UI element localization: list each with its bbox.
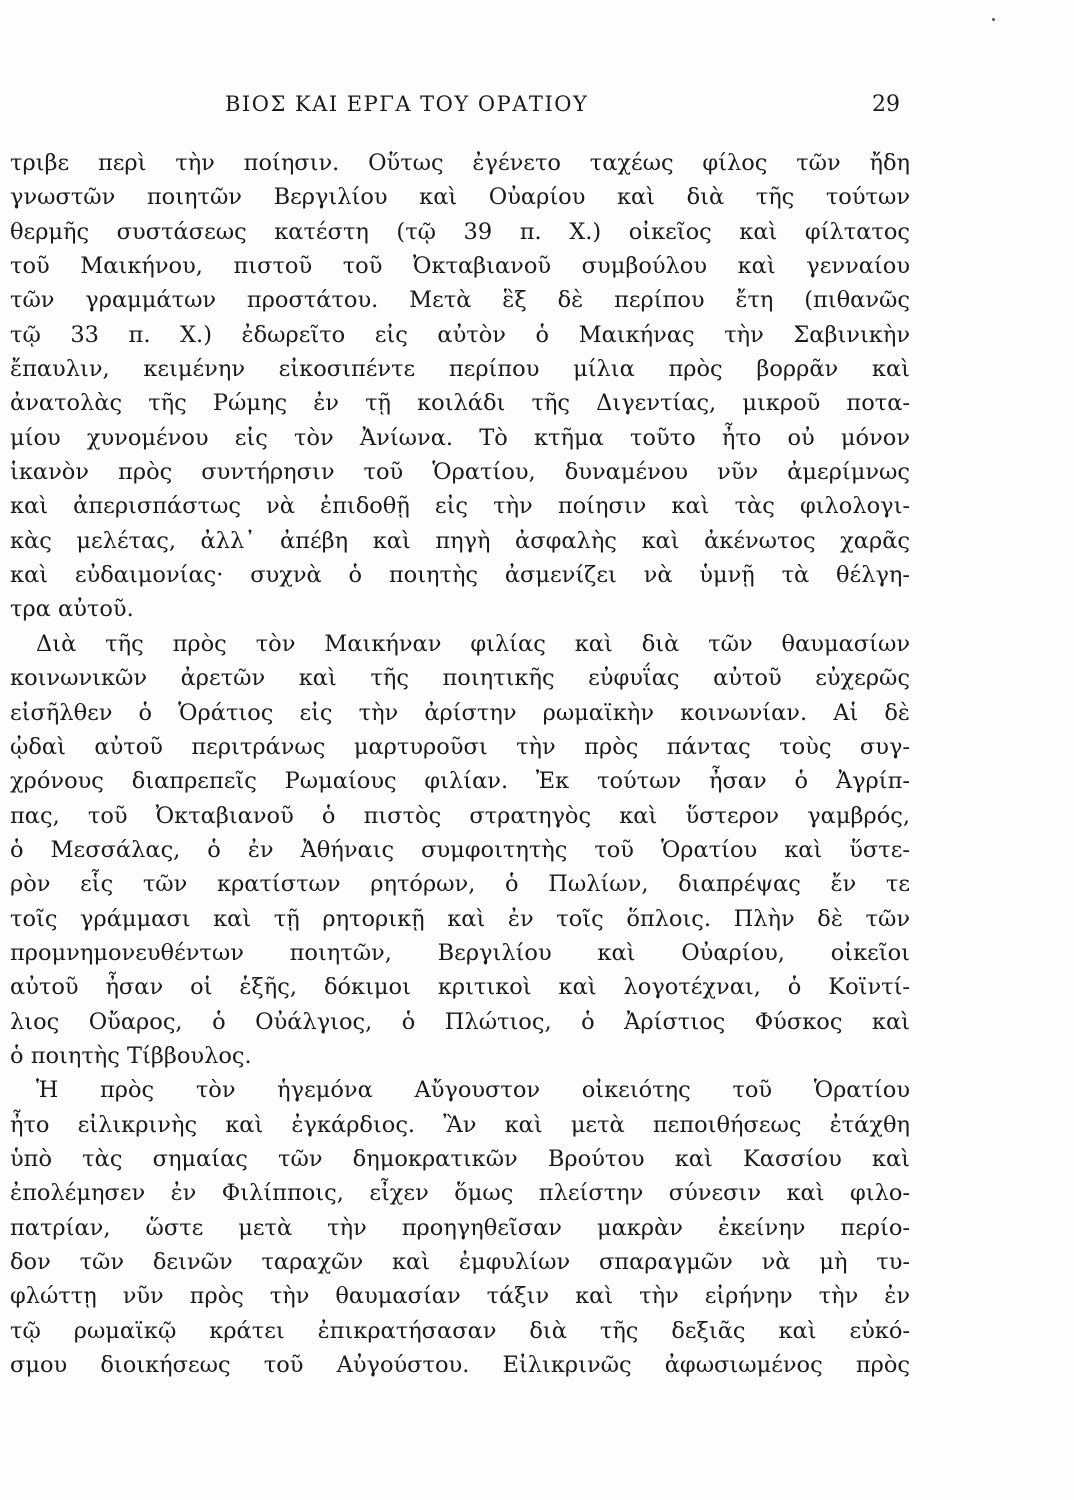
text-line: ᾠδαὶ αὐτοῦ περιτράνως μαρτυροῦσι τὴν πρὸς πάντας τοὺς συγ- <box>10 733 910 760</box>
text-line: τοῖς γράμμασι καὶ τῇ ρητορικῇ καὶ ἐν τοῖς ὅπλοις. Πλὴν δὲ τῶν <box>10 905 910 932</box>
text-line: χρόνους διαπρεπεῖς Ρωμαίους φιλίαν. Ἐκ τούτων ἦσαν ὁ Ἀγρίπ- <box>10 768 910 795</box>
text-line: λιος Οὔαρος, ὁ Οὐάλγιος, ὁ Πλώτιος, ὁ Ἀρίστιος Φύσκος καὶ <box>10 1008 910 1035</box>
text-line: πατρίαν, ὥστε μετὰ τὴν προηγηθεῖσαν μακρὰν ἐκείνην περίο- <box>10 1214 910 1241</box>
text-line: ἦτο εἰλικρινὴς καὶ ἐγκάρδιος. Ἂν καὶ μετὰ πεποιθήσεως ἐτάχθη <box>10 1111 910 1138</box>
text-line: κὰς μελέτας, ἀλλ᾽ ἀπέβη καὶ πηγὴ ἀσφαλὴς καὶ ἀκένωτος χαρᾶς <box>10 527 910 554</box>
text-line: ἀνατολὰς τῆς Ρώμης ἐν τῇ κοιλάδι τῆς Διγεντίας, μικροῦ ποτα- <box>10 390 910 417</box>
page-number: 29 <box>872 92 900 117</box>
text-line: ρὸν εἷς τῶν κρατίστων ρητόρων, ὁ Πωλίων, διαπρέψας ἔν τε <box>10 871 910 898</box>
running-title: ΒΙΟΣ ΚΑΙ ΕΡΓΑ ΤΟΥ ΟΡΑΤΙΟΥ <box>225 92 589 116</box>
text-line: πας, τοῦ Ὀκταβιανοῦ ὁ πιστὸς στρατηγὸς καὶ ὕστερον γαμβρός, <box>10 802 910 829</box>
text-line: τῶν γραμμάτων προστάτου. Μετὰ ἓξ δὲ περίπου ἔτη (πιθανῶς <box>10 287 910 314</box>
body-text <box>10 146 910 1382</box>
text-line: ἱκανὸν πρὸς συντήρησιν τοῦ Ὁρατίου, δυναμένου νῦν ἀμερίμνως <box>10 459 910 486</box>
text-line: γνωστῶν ποιητῶν Βεργιλίου καὶ Οὐαρίου καὶ διὰ τῆς τούτων <box>10 184 910 211</box>
text-line: φλώττῃ νῦν πρὸς τὴν θαυμασίαν τάξιν καὶ τὴν εἰρήνην τὴν ἐν <box>10 1283 910 1310</box>
text-line: ὁ Μεσσάλας, ὁ ἐν Ἀθήναις συμφοιτητὴς τοῦ Ὁρατίου καὶ ὕστε- <box>10 836 910 863</box>
text-line: ἔπαυλιν, κειμένην εἰκοσιπέντε περίπου μίλια πρὸς βορρᾶν καὶ <box>10 356 910 383</box>
running-head <box>0 92 1074 126</box>
text-line: ὑπὸ τὰς σημαίας τῶν δημοκρατικῶν Βρούτου καὶ Κασσίου καὶ <box>10 1145 910 1172</box>
text-line: τρα αὐτοῦ. <box>10 596 134 623</box>
text-line: ἐπολέμησεν ἐν Φιλίπποις, εἶχεν ὅμως πλείστην σύνεσιν καὶ φιλο- <box>10 1180 910 1207</box>
text-line: κοινωνικῶν ἀρετῶν καὶ τῆς ποιητικῆς εὐφυΐας αὐτοῦ εὐχερῶς <box>10 665 910 692</box>
text-line: τῷ 33 π. Χ.) ἐδωρεῖτο εἰς αὐτὸν ὁ Μαικήνας τὴν Σαβινικὴν <box>10 321 910 348</box>
text-line: τριβε περὶ τὴν ποίησιν. Οὕτως ἐγένετο ταχέως φίλος τῶν ἤδη <box>10 150 910 176</box>
text-line: προμνημονευθέντων ποιητῶν, Βεργιλίου καὶ Οὐαρίου, οἰκεῖοι <box>10 939 910 966</box>
text-line: ὁ ποιητὴς Τίββουλος. <box>10 1042 252 1069</box>
text-line: Ἡ πρὸς τὸν ἡγεμόνα Αὔγουστον οἰκειότης τοῦ Ὁρατίου <box>36 1077 910 1104</box>
text-line: Διὰ τῆς πρὸς τὸν Μαικήναν φιλίας καὶ διὰ τῶν θαυμασίων <box>36 630 910 657</box>
text-line: μίου χυνομένου εἰς τὸν Ἀνίωνα. Τὸ κτῆμα τοῦτο ἦτο οὐ μόνον <box>10 424 910 451</box>
text-line: τοῦ Μαικήνου, πιστοῦ τοῦ Ὀκταβιανοῦ συμβούλου καὶ γενναίου <box>10 253 910 280</box>
text-line: σμου διοικήσεως τοῦ Αὐγούστου. Εἰλικρινῶς ἀφωσιωμένος πρὸς <box>10 1352 910 1379</box>
text-line: θερμῆς συστάσεως κατέστη (τῷ 39 π. Χ.) οἰκεῖος καὶ φίλτατος <box>10 218 910 245</box>
text-line: αὐτοῦ ἦσαν οἱ ἑξῆς, δόκιμοι κριτικοὶ καὶ λογοτέχναι, ὁ Κοϊντί- <box>10 974 910 1001</box>
text-line: δον τῶν δεινῶν ταραχῶν καὶ ἐμφυλίων σπαραγμῶν νὰ μὴ τυ- <box>10 1249 910 1275</box>
text-line: εἰσῆλθεν ὁ Ὁράτιος εἰς τὴν ἀρίστην ρωμαϊκὴν κοινωνίαν. Αἱ δὲ <box>10 699 910 726</box>
text-line: καὶ ἀπερισπάστως νὰ ἐπιδοθῇ εἰς τὴν ποίησιν καὶ τὰς φιλολογι- <box>10 493 910 520</box>
scan-speck <box>992 18 995 21</box>
text-line: καὶ εὐδαιμονίας· συχνὰ ὁ ποιητὴς ἀσμενίζει νὰ ὑμνῇ τὰ θέλγη- <box>10 562 910 589</box>
text-line: τῷ ρωμαϊκῷ κράτει ἐπικρατήσασαν διὰ τῆς δεξιᾶς καὶ εὐκό- <box>10 1317 910 1344</box>
